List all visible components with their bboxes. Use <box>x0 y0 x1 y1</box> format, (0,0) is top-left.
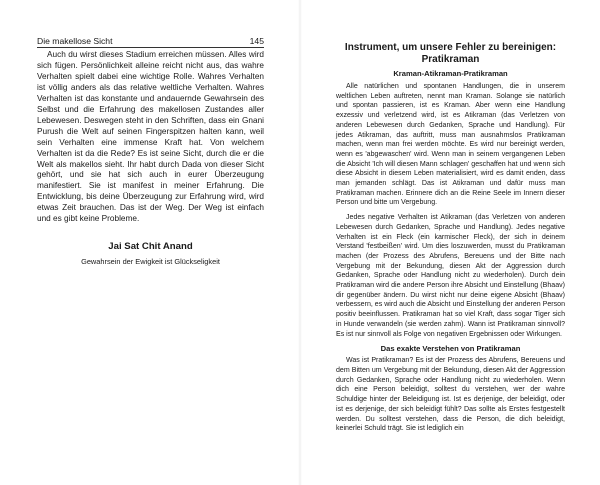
body-paragraph: Jedes negative Verhalten ist Atikraman (das Verletzen von anderen Lebewesen durch Gedanken, Sprache und Handlung). Jedes negative Verhalten ist ein Fleck (ein karmischer Fleck), der sich in deinem Verstand 'festbeißen' wird. Um dies loszuwerden, musst du Pratikraman machen (der Prozess des Abrufens, Bereuens und der Bitte nach Vergebung mit der Bekundung, diesen Akt der Aggression durch Gedanken, Sprache oder Handlung nicht zu wiederholen). Durch dein Pratikraman wird die andere Person ihre Absicht und Einstellung (Bhaav) dir gegenüber ändern. Du wirst nicht nur deine eigene Absicht (Bhaav) verbessern, es wird auch die Absicht und Einstellung der anderen Person positiv beeinflussen. Pratikraman hat so viel Kraft, dass sogar Tiger sich in Hunde verwandeln (sie werden zahm). Wann ist Pratikraman sinnvoll? Es ist nur sinnvoll als Folge von negativen Ergebnissen oder Wirkungen. <box>336 214 565 338</box>
body-paragraph: Was ist Pratikraman? Es ist der Prozess des Abrufens, Bereuens und dem Bitten um Vergebung mit der Bekundung, diesen Akt der Aggression durch Gedanken, Sprache oder Handlung nicht zu wiederholen. Wenn dich eine Person beleidigt, solltest du verstehen, wer der wahre Schuldige hinter der Beleidigung ist. Ist es derjenige, der beleidigt, oder ist es derjenige, der sich beleidigt fühlt? Das sollte als Erstes festgestellt werden. Du solltest verstehen, dass die Person, die dich beleidigt, keinerlei Schuld trägt. Sie ist lediglich ein <box>336 357 565 433</box>
signature-subtitle: Gewahrsein der Ewigkeit ist Glückseligkeit <box>81 257 220 267</box>
chapter-title <box>336 42 565 65</box>
right-page <box>300 0 600 485</box>
page-number: 145 <box>249 36 264 46</box>
page-header <box>37 36 264 48</box>
chapter-title-line-1: Instrument, um unsere Fehler zu bereinigen: <box>344 42 557 53</box>
signature-name: Jai Sat Chit Anand <box>108 241 193 253</box>
body-paragraph: Auch du wirst dieses Stadium erreichen müssen. Alles wird sich fügen. Persönlichkeit alleine reicht nicht aus, das wahre Verhalten spielt dabei eine wichtige Rolle. Wahres Verhalten ist völlig anders als das relative weltliche Verhalten. Wahres Verhalten ist das konstante und andauernde Gewahrsein des Selbst und die Erfahrung des makellosen Zustandes aller Lebewesen. Deswegen steht in den Schriften, dass ein Gnani Purush die Welt auf seinen Fingerspitzen halten kann, weil sein Verhalten eine immense Kraft hat. Von welchem Verhalten ist da die Rede? Es ist seine Sicht, durch die er die Welt als makellos sieht. Ihr habt durch Dada von dieser Sicht gehört, und sie hat sich auch in eurer Überzeugung manifestiert. Sie ist manifest in meiner Erfahrung. Die Entwicklung, bis deine Überzeugung zur Erfahrung wird, wird etwas Zeit brauchen. Das ist der Weg. Der Weg ist einfach und es gibt keine Probleme. <box>37 50 264 224</box>
running-header: Die makellose Sicht <box>37 36 113 46</box>
chapter-title-line-2: Pratikraman <box>421 53 480 65</box>
chapter-subtitle: Kraman-Atikraman-Pratikraman <box>393 69 508 78</box>
section-heading: Das exakte Verstehen von Pratikraman <box>380 344 521 354</box>
body-paragraph: Alle natürlichen und spontanen Handlungen, die in unserem weltlichen Leben auftreten, nennt man Kraman. Solange sie natürlich und spontan passieren, ist es Kraman. Aber wenn eine Handlung exzessiv und verletzend wird, ist es Atikraman (das Verletzen von anderen Lebewesen durch Gedanken, Sprache und Handlung). Für jedes Atikraman, das auftritt, muss man ausnahmslos Pratikraman machen, wenn man frei werden möchte. Es wird nur bereinigt werden, wenn es 'abgewaschen' wird. Wenn man in seinem vergangenen Leben die Absicht 'Ich will diesen Mann schlagen' geschaffen hat und wenn sich diese Absicht in diesem Leben materialisiert, wird es damit enden, dass man jemanden schlägt. Das ist Atikraman und dafür muss man Pratikraman machen. Erinnere dich an die Reine Seele im Innern dieser Person und bitte um Vergebung. <box>336 83 565 207</box>
